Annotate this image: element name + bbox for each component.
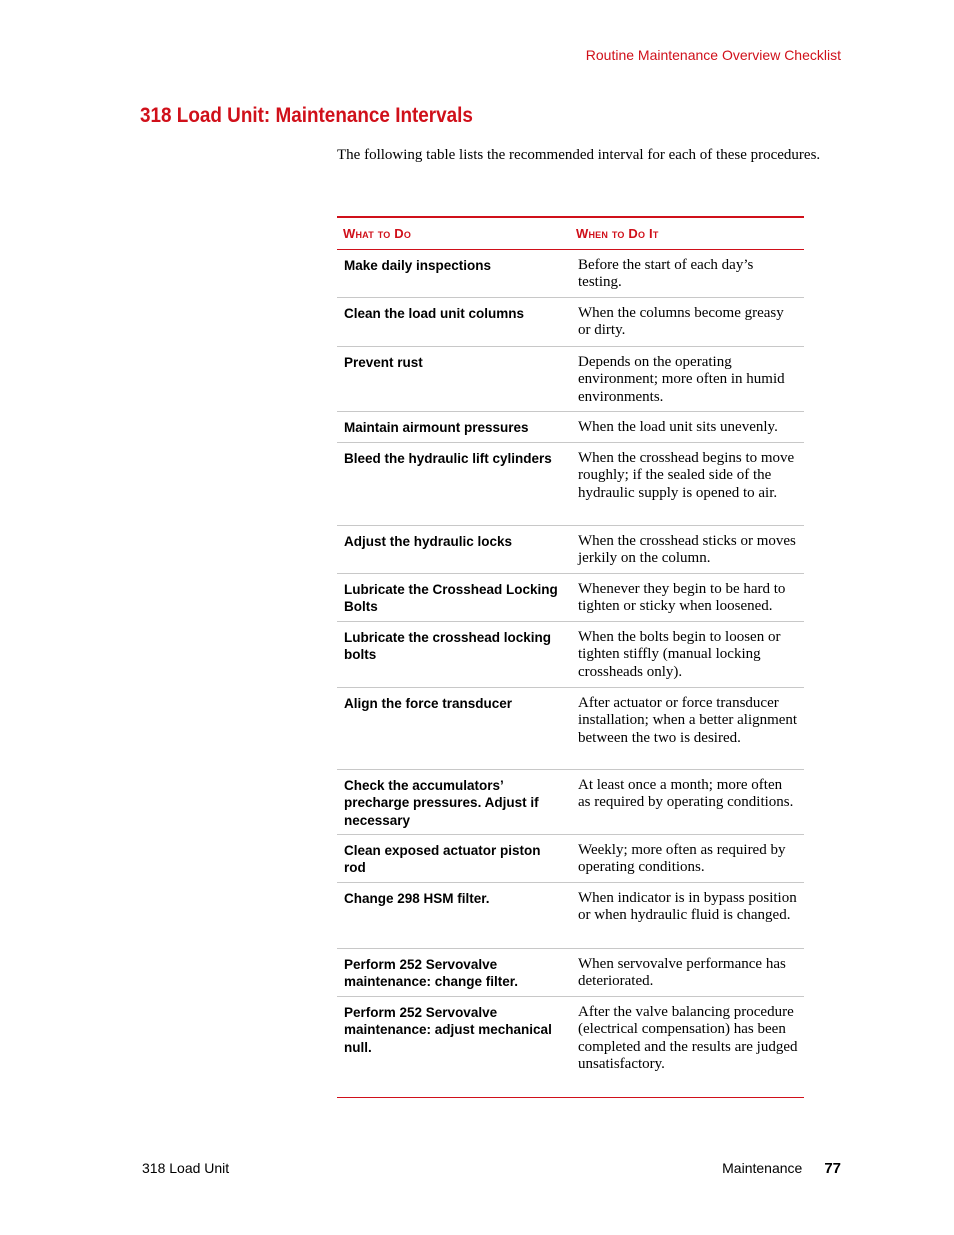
- column-header-when: When to Do It: [576, 226, 659, 241]
- cell-when-to-do-it: Depends on the operating environment; more often in humid environments.: [578, 354, 785, 405]
- table-row: [337, 526, 804, 574]
- column-header-what: What to Do: [343, 226, 412, 241]
- cell-when-to-do-it: When the load unit sits unevenly.: [578, 419, 778, 435]
- table-row: [337, 997, 804, 1097]
- cell-when-to-do-it: When indicator is in bypass position or when hydraulic fluid is changed.: [578, 890, 797, 924]
- cell-when-to-do-it: When the bolts begin to loosen or tighten stiffly (manual locking crossheads only).: [578, 629, 781, 680]
- table-row: [337, 622, 804, 688]
- cell-what-to-do: Check the accumulators’ precharge pressures. Adjust if necessary: [344, 778, 539, 828]
- cell-when-to-do-it: Weekly; more often as required by operating conditions.: [578, 842, 786, 876]
- table-row: [337, 883, 804, 949]
- cell-what-to-do: Bleed the hydraulic lift cylinders: [344, 451, 552, 466]
- cell-what-to-do: Make daily inspections: [344, 258, 492, 273]
- table-header: [337, 218, 804, 250]
- running-header: Routine Maintenance Overview Checklist: [585, 47, 841, 63]
- table-row: [337, 835, 804, 883]
- cell-what-to-do: Perform 252 Servovalve maintenance: adjust mechanical null.: [344, 1005, 552, 1055]
- intro-paragraph: The following table lists the recommended interval for each of these procedures.: [337, 147, 821, 163]
- footer-section: Maintenance: [722, 1160, 803, 1176]
- cell-when-to-do-it: When the crosshead begins to move roughly; if the sealed side of the hydraulic supply is opened to air.: [578, 450, 795, 501]
- cell-what-to-do: Clean the load unit columns: [344, 306, 525, 321]
- cell-when-to-do-it: Before the start of each day’s testing.: [578, 257, 754, 291]
- maintenance-intervals-table: [337, 216, 804, 1098]
- cell-what-to-do: Align the force transducer: [344, 696, 513, 711]
- page-number: 77: [824, 1160, 841, 1177]
- cell-when-to-do-it: After the valve balancing procedure (electrical compensation) has been completed and the results are judged unsatisfactory.: [578, 1004, 798, 1072]
- table-row: [337, 298, 804, 347]
- cell-what-to-do: Lubricate the crosshead locking bolts: [344, 630, 552, 663]
- table-row: [337, 770, 804, 835]
- table-body: [337, 250, 804, 1097]
- table-row: [337, 949, 804, 997]
- cell-when-to-do-it: Whenever they begin to be hard to tighten or sticky when loosened.: [578, 581, 786, 615]
- table-row: [337, 250, 804, 298]
- table-row: [337, 443, 804, 526]
- footer-doc-title: 318 Load Unit: [142, 1160, 230, 1176]
- table-row: [337, 574, 804, 622]
- cell-what-to-do: Change 298 HSM filter.: [344, 891, 490, 906]
- footer-right: [722, 1160, 841, 1177]
- cell-what-to-do: Perform 252 Servovalve maintenance: change filter.: [344, 957, 519, 990]
- cell-when-to-do-it: When the columns become greasy or dirty.: [578, 305, 784, 339]
- table-row: [337, 412, 804, 443]
- cell-what-to-do: Maintain airmount pressures: [344, 420, 529, 435]
- cell-when-to-do-it: When servovalve performance has deteriorated.: [578, 956, 786, 990]
- cell-what-to-do: Prevent rust: [344, 355, 423, 370]
- page-title: 318 Load Unit: Maintenance Intervals: [140, 104, 473, 127]
- cell-when-to-do-it: After actuator or force transducer installation; when a better alignment between the two is desired.: [578, 695, 798, 746]
- cell-when-to-do-it: When the crosshead sticks or moves jerkily on the column.: [578, 533, 796, 567]
- cell-what-to-do: Adjust the hydraulic locks: [344, 534, 513, 549]
- cell-when-to-do-it: At least once a month; more often as required by operating conditions.: [578, 777, 794, 811]
- table-row: [337, 347, 804, 412]
- table-row: [337, 688, 804, 770]
- cell-what-to-do: Clean exposed actuator piston rod: [344, 843, 541, 876]
- cell-what-to-do: Lubricate the Crosshead Locking Bolts: [344, 582, 558, 615]
